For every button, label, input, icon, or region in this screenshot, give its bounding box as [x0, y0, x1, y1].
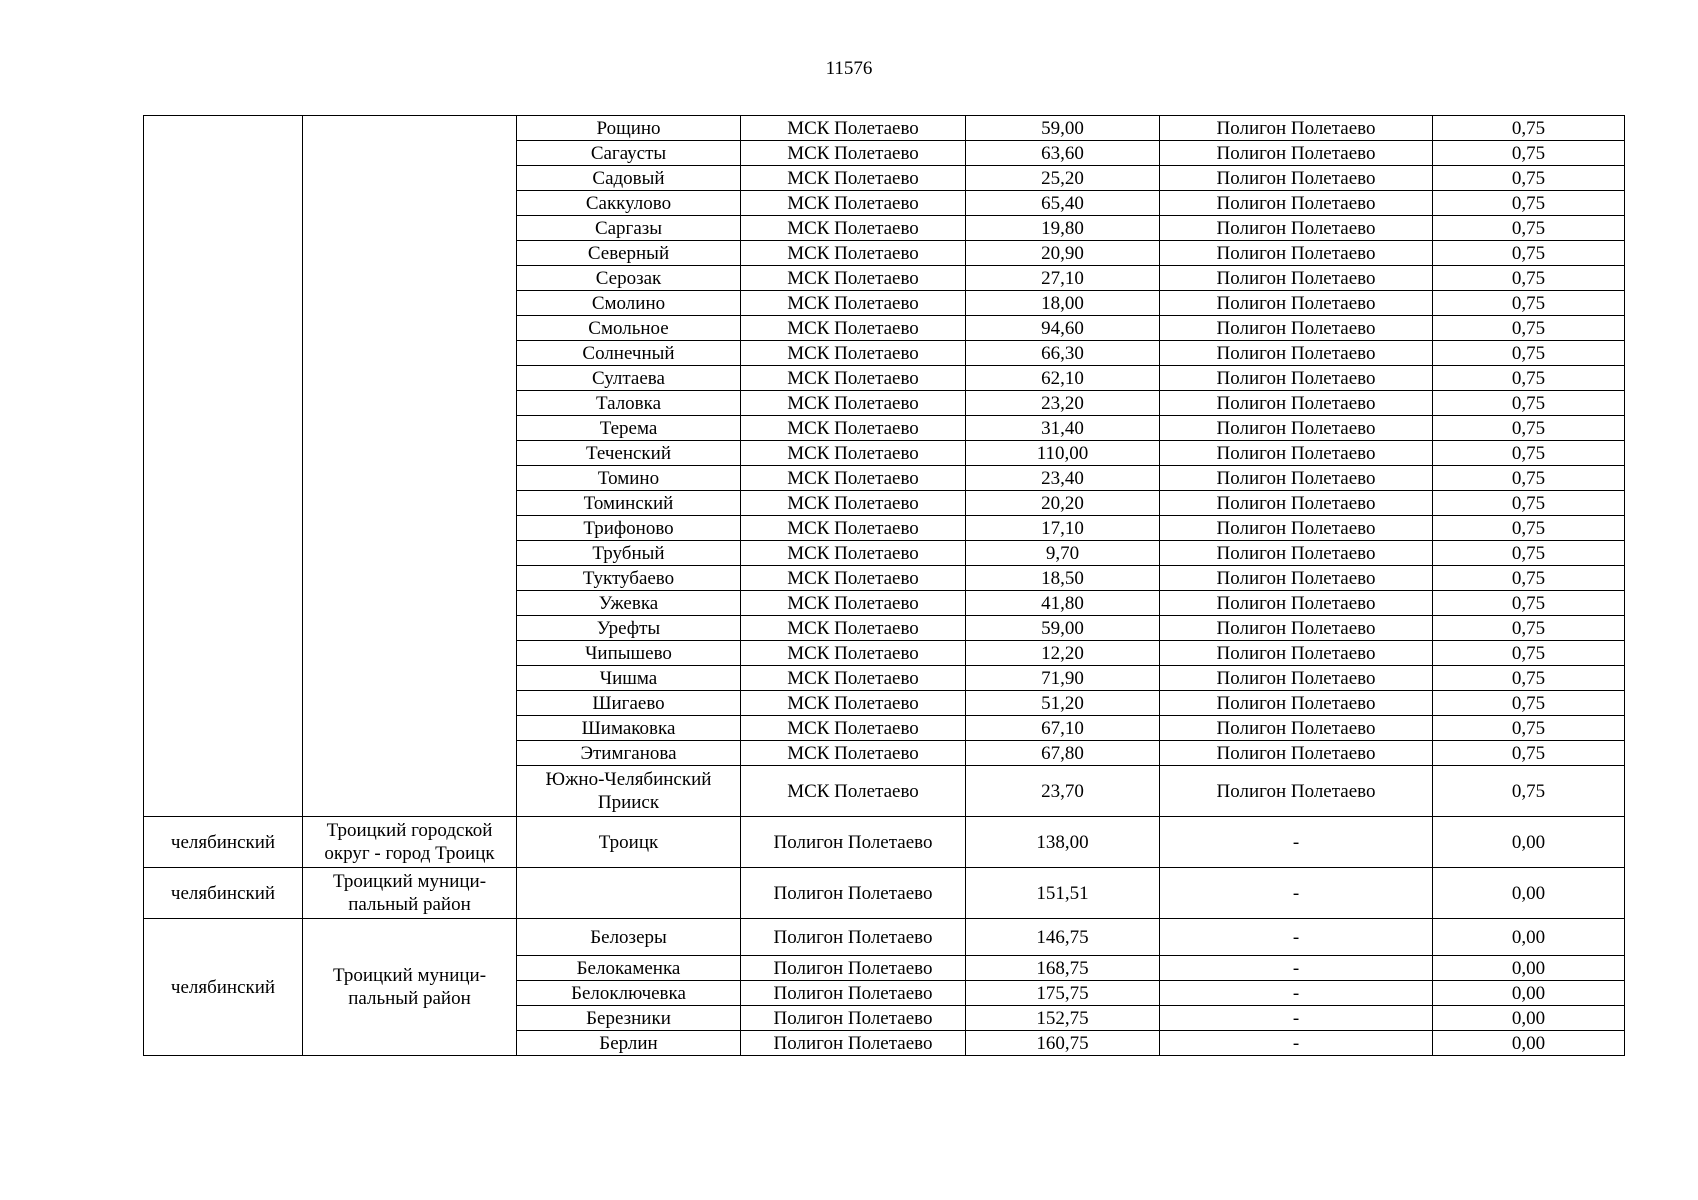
settlement-cell	[517, 868, 741, 919]
municipality-cell: Троицкий муници-пальный район	[303, 868, 517, 919]
origin-cell: МСК Полетаево	[741, 291, 966, 316]
origin-cell: Полигон Полетаево	[741, 868, 966, 919]
coefficient-cell: 0,75	[1433, 366, 1625, 391]
coefficient-cell: 0,75	[1433, 591, 1625, 616]
table-row	[144, 868, 1625, 919]
destination-cell: Полигон Полетаево	[1160, 466, 1433, 491]
region-cell	[144, 116, 303, 817]
origin-cell: МСК Полетаево	[741, 366, 966, 391]
distance-cell: 20,90	[966, 241, 1160, 266]
origin-cell: МСК Полетаево	[741, 516, 966, 541]
settlement-cell: Трифоново	[517, 516, 741, 541]
origin-cell: МСК Полетаево	[741, 741, 966, 766]
distance-cell: 67,10	[966, 716, 1160, 741]
coefficient-cell: 0,75	[1433, 391, 1625, 416]
settlement-cell: Берлин	[517, 1031, 741, 1056]
destination-cell: Полигон Полетаево	[1160, 366, 1433, 391]
origin-cell: МСК Полетаево	[741, 641, 966, 666]
origin-cell: МСК Полетаево	[741, 591, 966, 616]
region-cell: челябинский	[144, 919, 303, 1056]
distance-cell: 23,70	[966, 766, 1160, 817]
origin-cell: Полигон Полетаево	[741, 1031, 966, 1056]
coefficient-cell: 0,75	[1433, 666, 1625, 691]
origin-cell: Полигон Полетаево	[741, 919, 966, 956]
table-body	[144, 116, 1625, 1056]
settlement-cell: Ужевка	[517, 591, 741, 616]
origin-cell: Полигон Полетаево	[741, 817, 966, 868]
settlement-cell: Чишма	[517, 666, 741, 691]
coefficient-cell: 0,75	[1433, 241, 1625, 266]
distance-cell: 146,75	[966, 919, 1160, 956]
distance-cell: 175,75	[966, 981, 1160, 1006]
coefficient-cell: 0,75	[1433, 341, 1625, 366]
distance-cell: 62,10	[966, 366, 1160, 391]
destination-cell: Полигон Полетаево	[1160, 241, 1433, 266]
settlement-cell: Троицк	[517, 817, 741, 868]
destination-cell: Полигон Полетаево	[1160, 616, 1433, 641]
origin-cell: МСК Полетаево	[741, 441, 966, 466]
destination-cell: Полигон Полетаево	[1160, 291, 1433, 316]
settlement-cell: Смольное	[517, 316, 741, 341]
distance-cell: 66,30	[966, 341, 1160, 366]
coefficient-cell: 0,75	[1433, 166, 1625, 191]
origin-cell: МСК Полетаево	[741, 141, 966, 166]
distance-cell: 168,75	[966, 956, 1160, 981]
distance-cell: 31,40	[966, 416, 1160, 441]
table-row	[144, 116, 1625, 141]
destination-cell: Полигон Полетаево	[1160, 341, 1433, 366]
distance-cell: 20,20	[966, 491, 1160, 516]
coefficient-cell: 0,75	[1433, 741, 1625, 766]
destination-cell: Полигон Полетаево	[1160, 416, 1433, 441]
coefficient-cell: 0,75	[1433, 491, 1625, 516]
destination-cell: Полигон Полетаево	[1160, 666, 1433, 691]
coefficient-cell: 0,75	[1433, 766, 1625, 817]
coefficient-cell: 0,75	[1433, 216, 1625, 241]
destination-cell: Полигон Полетаево	[1160, 491, 1433, 516]
distance-cell: 59,00	[966, 616, 1160, 641]
coefficient-cell: 0,75	[1433, 441, 1625, 466]
settlement-cell: Султаева	[517, 366, 741, 391]
destination-cell: Полигон Полетаево	[1160, 141, 1433, 166]
origin-cell: МСК Полетаево	[741, 616, 966, 641]
destination-cell: Полигон Полетаево	[1160, 191, 1433, 216]
coefficient-cell: 0,75	[1433, 191, 1625, 216]
settlement-cell: Шигаево	[517, 691, 741, 716]
destination-cell: Полигон Полетаево	[1160, 591, 1433, 616]
settlement-cell: Сагаусты	[517, 141, 741, 166]
origin-cell: МСК Полетаево	[741, 691, 966, 716]
distance-cell: 41,80	[966, 591, 1160, 616]
distance-cell: 18,50	[966, 566, 1160, 591]
coefficient-cell: 0,75	[1433, 116, 1625, 141]
coefficient-cell: 0,75	[1433, 516, 1625, 541]
distance-cell: 94,60	[966, 316, 1160, 341]
page-number: 11576	[825, 58, 873, 79]
settlement-cell: Теченский	[517, 441, 741, 466]
municipality-cell: Троицкий муници-пальный район	[303, 919, 517, 1056]
distance-cell: 151,51	[966, 868, 1160, 919]
settlement-cell: Терема	[517, 416, 741, 441]
coefficient-cell: 0,75	[1433, 691, 1625, 716]
settlement-cell: Этимганова	[517, 741, 741, 766]
origin-cell: Полигон Полетаево	[741, 981, 966, 1006]
settlement-cell: Белоключевка	[517, 981, 741, 1006]
origin-cell: МСК Полетаево	[741, 466, 966, 491]
origin-cell: МСК Полетаево	[741, 416, 966, 441]
origin-cell: МСК Полетаево	[741, 266, 966, 291]
settlement-cell: Томинский	[517, 491, 741, 516]
settlement-cell: Урефты	[517, 616, 741, 641]
settlement-cell: Березники	[517, 1006, 741, 1031]
distance-cell: 65,40	[966, 191, 1160, 216]
distance-cell: 25,20	[966, 166, 1160, 191]
origin-cell: Полигон Полетаево	[741, 956, 966, 981]
destination-cell: -	[1160, 1031, 1433, 1056]
coefficient-cell: 0,75	[1433, 566, 1625, 591]
coefficient-cell: 0,75	[1433, 716, 1625, 741]
settlement-cell: Саккулово	[517, 191, 741, 216]
destination-cell: Полигон Полетаево	[1160, 641, 1433, 666]
coefficient-cell: 0,75	[1433, 141, 1625, 166]
distance-cell: 59,00	[966, 116, 1160, 141]
distance-cell: 23,40	[966, 466, 1160, 491]
coefficient-cell: 0,00	[1433, 956, 1625, 981]
municipality-cell: Троицкий городской округ - город Троицк	[303, 817, 517, 868]
settlement-cell: Рощино	[517, 116, 741, 141]
origin-cell: МСК Полетаево	[741, 191, 966, 216]
region-cell: челябинский	[144, 868, 303, 919]
coefficient-cell: 0,75	[1433, 416, 1625, 441]
settlement-cell: Солнечный	[517, 341, 741, 366]
destination-cell: Полигон Полетаево	[1160, 391, 1433, 416]
settlement-cell: Саргазы	[517, 216, 741, 241]
distance-cell: 160,75	[966, 1031, 1160, 1056]
coefficient-cell: 0,00	[1433, 919, 1625, 956]
destination-cell: Полигон Полетаево	[1160, 166, 1433, 191]
destination-cell: Полигон Полетаево	[1160, 716, 1433, 741]
coefficient-cell: 0,00	[1433, 1031, 1625, 1056]
settlement-cell: Таловка	[517, 391, 741, 416]
destination-cell: Полигон Полетаево	[1160, 216, 1433, 241]
origin-cell: Полигон Полетаево	[741, 1006, 966, 1031]
coefficient-cell: 0,75	[1433, 616, 1625, 641]
coefficient-cell: 0,00	[1433, 817, 1625, 868]
coefficient-cell: 0,75	[1433, 291, 1625, 316]
coefficient-cell: 0,00	[1433, 981, 1625, 1006]
distance-cell: 17,10	[966, 516, 1160, 541]
distance-cell: 23,20	[966, 391, 1160, 416]
destination-cell: -	[1160, 817, 1433, 868]
settlement-cell: Северный	[517, 241, 741, 266]
municipality-cell	[303, 116, 517, 817]
origin-cell: МСК Полетаево	[741, 241, 966, 266]
settlement-cell: Серозак	[517, 266, 741, 291]
table-row	[144, 919, 1625, 956]
distance-cell: 18,00	[966, 291, 1160, 316]
distance-cell: 63,60	[966, 141, 1160, 166]
settlement-cell: Южно-Челябинский Прииск	[517, 766, 741, 817]
origin-cell: МСК Полетаево	[741, 116, 966, 141]
region-cell: челябинский	[144, 817, 303, 868]
distance-cell: 110,00	[966, 441, 1160, 466]
destination-cell: -	[1160, 1006, 1433, 1031]
settlement-cell: Смолино	[517, 291, 741, 316]
destination-cell: -	[1160, 956, 1433, 981]
origin-cell: МСК Полетаево	[741, 341, 966, 366]
settlement-cell: Томино	[517, 466, 741, 491]
coefficient-cell: 0,00	[1433, 868, 1625, 919]
settlement-cell: Белозеры	[517, 919, 741, 956]
coefficient-cell: 0,00	[1433, 1006, 1625, 1031]
coefficient-cell: 0,75	[1433, 316, 1625, 341]
coefficient-cell: 0,75	[1433, 266, 1625, 291]
origin-cell: МСК Полетаево	[741, 491, 966, 516]
destination-cell: -	[1160, 919, 1433, 956]
transport-distance-table	[143, 115, 1625, 1056]
settlement-cell: Чипышево	[517, 641, 741, 666]
origin-cell: МСК Полетаево	[741, 391, 966, 416]
settlement-cell: Туктубаево	[517, 566, 741, 591]
origin-cell: МСК Полетаево	[741, 566, 966, 591]
distance-cell: 138,00	[966, 817, 1160, 868]
coefficient-cell: 0,75	[1433, 541, 1625, 566]
destination-cell: Полигон Полетаево	[1160, 566, 1433, 591]
destination-cell: Полигон Полетаево	[1160, 441, 1433, 466]
origin-cell: МСК Полетаево	[741, 541, 966, 566]
destination-cell: Полигон Полетаево	[1160, 316, 1433, 341]
destination-cell: Полигон Полетаево	[1160, 266, 1433, 291]
destination-cell: -	[1160, 981, 1433, 1006]
destination-cell: -	[1160, 868, 1433, 919]
distance-cell: 71,90	[966, 666, 1160, 691]
destination-cell: Полигон Полетаево	[1160, 741, 1433, 766]
destination-cell: Полигон Полетаево	[1160, 116, 1433, 141]
destination-cell: Полигон Полетаево	[1160, 766, 1433, 817]
origin-cell: МСК Полетаево	[741, 216, 966, 241]
destination-cell: Полигон Полетаево	[1160, 691, 1433, 716]
origin-cell: МСК Полетаево	[741, 316, 966, 341]
distance-cell: 9,70	[966, 541, 1160, 566]
settlement-cell: Белокаменка	[517, 956, 741, 981]
distance-cell: 19,80	[966, 216, 1160, 241]
distance-cell: 27,10	[966, 266, 1160, 291]
settlement-cell: Трубный	[517, 541, 741, 566]
settlement-cell: Садовый	[517, 166, 741, 191]
distance-cell: 67,80	[966, 741, 1160, 766]
distance-cell: 152,75	[966, 1006, 1160, 1031]
destination-cell: Полигон Полетаево	[1160, 516, 1433, 541]
coefficient-cell: 0,75	[1433, 641, 1625, 666]
destination-cell: Полигон Полетаево	[1160, 541, 1433, 566]
coefficient-cell: 0,75	[1433, 466, 1625, 491]
table-row	[144, 817, 1625, 868]
distance-cell: 51,20	[966, 691, 1160, 716]
distance-cell: 12,20	[966, 641, 1160, 666]
settlement-cell: Шимаковка	[517, 716, 741, 741]
origin-cell: МСК Полетаево	[741, 666, 966, 691]
origin-cell: МСК Полетаево	[741, 716, 966, 741]
origin-cell: МСК Полетаево	[741, 166, 966, 191]
origin-cell: МСК Полетаево	[741, 766, 966, 817]
